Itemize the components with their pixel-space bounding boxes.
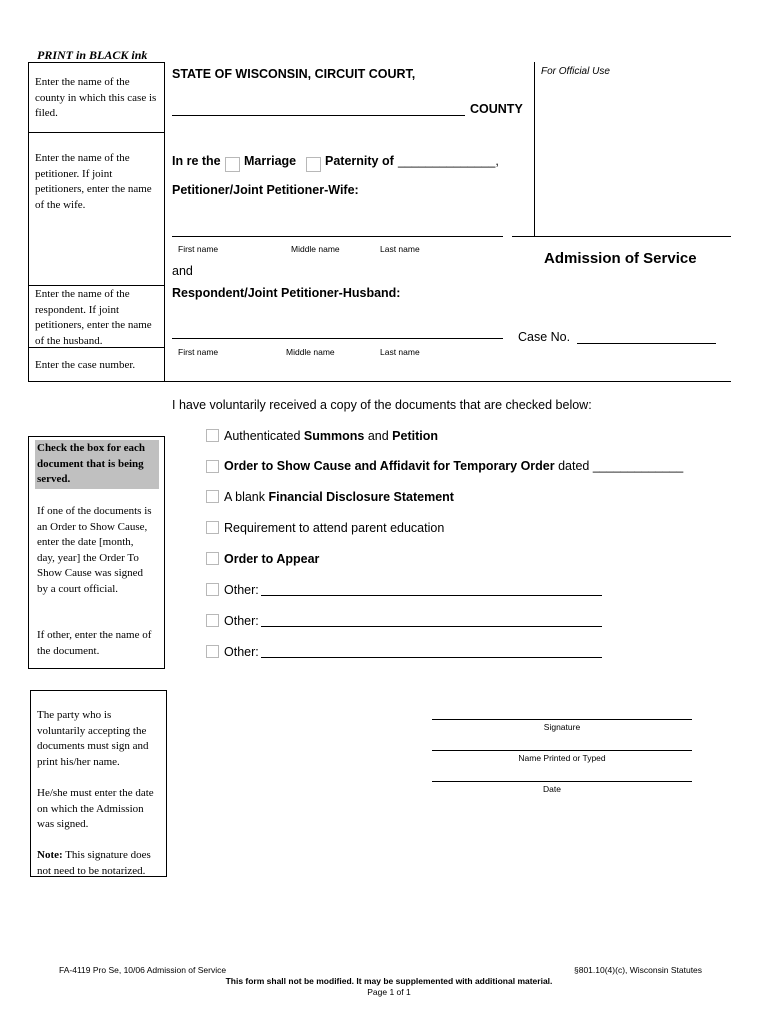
other-3-line[interactable]: [261, 657, 602, 658]
respondent-first-name-caption: First name: [178, 347, 219, 357]
case-number-label: Case No.: [518, 330, 571, 344]
check-box-heading: Check the box for each document that is being served.: [35, 440, 159, 489]
financial-disclosure-checkbox[interactable]: [206, 490, 219, 503]
statute-reference: §801.10(4)(c), Wisconsin Statutes: [574, 965, 703, 975]
other-2-checkbox[interactable]: [206, 614, 219, 627]
order-to-show-cause-checkbox[interactable]: [206, 460, 219, 473]
intro-statement: I have voluntarily received a copy of the documents that are checked below:: [172, 398, 592, 412]
printed-name-caption: Name Printed or Typed: [518, 753, 606, 763]
other-document-instruction: If other, enter the name of the document.: [37, 629, 152, 657]
summons-petition-item: Authenticated Summons and Petition: [224, 429, 439, 443]
form-title: Admission of Service: [544, 250, 697, 267]
paternity-name-blank[interactable]: ______________,: [398, 154, 499, 168]
paternity-checkbox[interactable]: [306, 157, 321, 172]
paternity-label: Paternity of: [325, 154, 394, 168]
petitioner-first-name-caption: First name: [178, 244, 219, 254]
petitioner-label: Petitioner/Joint Petitioner-Wife:: [172, 183, 359, 197]
petitioner-instruction: Enter the name of the petitioner. If joint petitioners, enter the name of the wife.: [35, 152, 152, 211]
left-column-top-rule: [28, 62, 165, 63]
signature-caption: Signature: [543, 722, 581, 732]
marriage-label: Marriage: [244, 154, 297, 168]
petitioner-last-name-caption: Last name: [380, 244, 420, 254]
official-use-bottom-rule: [512, 236, 731, 237]
other-1-line[interactable]: [261, 595, 602, 596]
respondent-name-line[interactable]: [172, 338, 503, 339]
form-id: FA-4119 Pro Se, 10/06 Admission of Service: [59, 965, 227, 975]
respondent-instruction: Enter the name of the respondent. If joint petitioners, enter the name of the husband.: [35, 288, 152, 347]
other-3-label: Other:: [224, 645, 259, 659]
marriage-checkbox[interactable]: [225, 157, 240, 172]
financial-disclosure-item: A blank Financial Disclosure Statement: [224, 490, 454, 504]
date-sign-instruction: He/she must enter the date on which the Admission was signed.: [37, 787, 154, 830]
order-to-appear-checkbox[interactable]: [206, 552, 219, 565]
in-re-label: In re the: [172, 154, 221, 168]
printed-name-line[interactable]: [432, 750, 692, 751]
respondent-middle-name-caption: Middle name: [286, 347, 335, 357]
left-column-border: [28, 62, 29, 382]
county-row-rule: [28, 132, 165, 133]
case-number-instruction: Enter the case number.: [35, 359, 136, 371]
other-1-label: Other:: [224, 583, 259, 597]
and-label: and: [172, 264, 193, 278]
court-title: STATE OF WISCONSIN, CIRCUIT COURT,: [172, 67, 416, 81]
party-sign-instruction: The party who is voluntarily accepting the documents must sign and print his/her name.: [37, 709, 149, 768]
official-use-label: For Official Use: [541, 66, 610, 77]
left-column-divider: [164, 62, 165, 382]
date-caption: Date: [543, 784, 561, 794]
petitioner-name-line[interactable]: [172, 236, 503, 237]
other-3-checkbox[interactable]: [206, 645, 219, 658]
respondent-label: Respondent/Joint Petitioner-Husband:: [172, 286, 401, 300]
order-to-show-cause-item: Order to Show Cause and Affidavit for Temporary Order dated _____________: [224, 459, 684, 473]
order-to-show-cause-instruction: If one of the documents is an Order to Show Cause, enter the date [month, day, year] the Order To Show Cause was signed by a court official.: [37, 505, 152, 595]
other-2-label: Other:: [224, 614, 259, 628]
parent-education-checkbox[interactable]: [206, 521, 219, 534]
modification-notice: This form shall not be modified. It may be supplemented with additional material.: [225, 976, 553, 986]
respondent-row-rule: [28, 285, 165, 286]
respondent-last-name-caption: Last name: [380, 347, 420, 357]
date-line[interactable]: [432, 781, 692, 782]
signature-line[interactable]: [432, 719, 692, 720]
notarization-note: Note: This signature does not need to be notarized.: [37, 849, 151, 877]
other-1-checkbox[interactable]: [206, 583, 219, 596]
header-bottom-rule: [28, 381, 731, 382]
summons-petition-checkbox[interactable]: [206, 429, 219, 442]
petitioner-middle-name-caption: Middle name: [291, 244, 340, 254]
case-number-line[interactable]: [577, 343, 716, 344]
county-label: COUNTY: [470, 102, 523, 116]
page-number: Page 1 of 1: [367, 987, 411, 997]
order-to-appear-item: Order to Appear: [224, 552, 320, 566]
county-instruction: Enter the name of the county in which this case is filed.: [35, 76, 157, 119]
other-2-line[interactable]: [261, 626, 602, 627]
county-name-line[interactable]: [172, 115, 465, 116]
print-in-black-ink-note: PRINT in BLACK ink: [37, 48, 148, 62]
official-use-border: [534, 62, 535, 237]
parent-education-item: Requirement to attend parent education: [224, 521, 445, 535]
